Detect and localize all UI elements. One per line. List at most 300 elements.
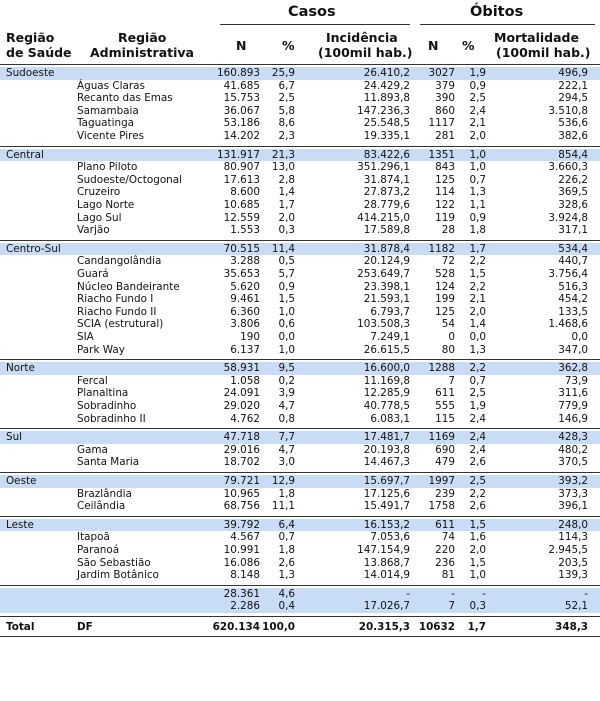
cell-opct: 1,5 [469,518,486,531]
regiao-saude-header-line2: de Saúde [6,45,72,60]
table-row [0,488,600,501]
cell-obitos: 690 [435,443,455,456]
cell-n: 131.917 [217,148,260,161]
cell-mort: 203,5 [558,556,588,569]
admin-region-name: Riacho Fundo II [77,305,157,318]
header-bottom-rule [0,64,600,65]
cell-obitos: 124 [435,280,455,293]
cell-inc: 20.315,3 [358,621,410,633]
cell-pct: 5,8 [278,104,295,117]
cell-n: 70.515 [223,242,260,255]
cell-opct: 1,7 [467,621,486,633]
cell-n: 3.288 [230,255,260,268]
cell-mort: 146,9 [558,412,588,425]
table-row [0,255,600,268]
cell-mort: 396,1 [558,500,588,513]
admin-region-name: Vicente Pires [77,130,145,142]
cell-opct: 1,9 [469,400,486,412]
cell-mort: 496,9 [558,67,588,79]
admin-region-name: Recanto das Emas [77,92,173,105]
cell-inc: 17.589,8 [363,224,410,237]
cell-opct: 2,4 [469,443,486,456]
cell-obitos: 1182 [428,242,455,255]
admin-region-name: Paranoá [77,544,120,556]
admin-region-name: Taguatinga [77,117,135,130]
table-row [0,212,600,225]
cell-inc: 7.053,6 [370,531,410,544]
cell-pct: 0,2 [278,374,295,387]
cell-inc: 147.154,9 [357,544,410,556]
table-row [0,92,600,105]
cell-inc: 26.410,2 [363,67,410,79]
cell-n: 79.721 [223,475,260,487]
cell-pct: 13,0 [271,161,295,174]
cell-obitos: 119 [435,211,455,224]
cell-opct: 1,0 [469,569,486,582]
cell-obitos: 81 [441,569,455,582]
cell-opct: 2,4 [469,104,486,117]
section-divider [0,472,600,473]
cell-obitos: 555 [435,400,455,412]
table-row [0,293,600,306]
cell-mort: 52,1 [564,600,588,613]
admin-region-name: Samambaia [77,104,139,117]
cell-n: 10.685 [223,199,260,211]
cell-pct: 2,0 [278,211,295,224]
cell-obitos: 611 [435,518,455,531]
pct2-header: % [462,38,475,53]
region-summary-row [0,431,600,444]
admin-region-name: Riacho Fundo I [77,293,154,306]
cell-n: 39.792 [223,518,260,531]
cell-inc: 13.868,7 [363,556,410,569]
cell-obitos: 220 [435,544,455,556]
cell-inc: 14.014,9 [363,569,410,582]
cell-opct: 1,8 [469,224,486,237]
cell-opct: 2,0 [469,130,486,142]
cell-obitos: 28 [441,224,455,237]
table-row [0,400,600,413]
cell-pct: 11,1 [271,500,295,513]
cell-inc: 14.467,3 [363,456,410,469]
cell-mort: 393,2 [558,475,588,487]
table-row [0,80,600,93]
cell-opct: 1,5 [469,556,486,569]
admin-region-name: Sobradinho [77,400,137,412]
cell-obitos: 125 [435,173,455,186]
cell-n: 1.058 [230,374,260,387]
cell-opct: 2,2 [469,487,486,500]
cell-pct: 1,3 [278,569,295,582]
incidencia-header-line1: Incidência [326,30,398,45]
cell-inc: 27.873,2 [363,186,410,199]
cell-mort: 248,0 [558,518,588,531]
cell-pct: 11,4 [271,242,295,255]
admin-region-name: Planaltina [77,387,129,400]
cell-opct: 1,0 [469,161,486,174]
admin-region-name: Lago Sul [77,211,122,224]
section-divider [0,516,600,517]
cell-mort: 317,1 [558,224,588,237]
cell-n: 58.931 [223,362,260,375]
cell-obitos: 115 [435,412,455,425]
cell-opct: 2,6 [469,456,486,469]
cell-pct: 0,0 [278,331,295,343]
cell-opct: 0,0 [469,331,486,343]
casos-underline [220,24,410,25]
admin-region-name: Fercal [77,374,108,387]
cell-obitos: 74 [441,531,455,544]
cell-n: 12.559 [223,211,260,224]
cell-pct: 9,5 [278,362,295,375]
cell-obitos: 1117 [428,117,455,130]
table-row [0,306,600,319]
cell-obitos: 239 [435,487,455,500]
admin-region-name: DF [77,621,93,633]
cell-mort: 2.945,5 [548,544,588,556]
cell-n: 620.134 [212,621,260,633]
cell-n: 6.137 [230,343,260,356]
cell-obitos: 528 [435,268,455,280]
cell-n: 2.286 [230,600,260,613]
cell-pct: 1,0 [278,343,295,356]
table-row [0,199,600,212]
cell-n: 29.020 [223,400,260,412]
cell-opct: 2,2 [469,280,486,293]
total-row [0,618,600,636]
cell-mort: 480,2 [558,443,588,456]
cell-obitos: 72 [441,255,455,268]
table-row [0,500,600,513]
pct-header: % [282,38,295,53]
cell-opct: 2,5 [469,92,486,105]
cell-pct: 4,7 [278,400,295,412]
cell-inc: 15.697,7 [363,475,410,487]
region-name: Centro-Sul [6,242,61,255]
region-summary-row [0,600,600,613]
section-divider [0,428,600,429]
region-name: Oeste [6,475,37,487]
cell-n: 3.806 [230,318,260,331]
cell-pct: 1,0 [278,305,295,318]
cell-inc: 17.026,7 [363,600,410,613]
cell-inc: 351.296,1 [357,161,410,174]
cell-pct: 100,0 [262,621,295,633]
cell-opct: 1,6 [469,531,486,544]
cell-n: 41.685 [223,79,260,92]
cell-pct: 25,9 [271,67,295,79]
admin-region-name: São Sebastião [77,556,151,569]
admin-region-name: Itapoã [77,531,110,544]
cell-opct: 2,5 [469,387,486,400]
cell-mort: 348,3 [555,621,588,633]
cell-mort: 3.660,3 [548,161,588,174]
cell-inc: 25.548,5 [363,117,410,130]
cell-inc: 20.193,8 [363,443,410,456]
cell-pct: 0,3 [278,224,295,237]
cell-mort: 382,6 [558,130,588,142]
cell-pct: 0,9 [278,280,295,293]
cell-obitos: 860 [435,104,455,117]
table-row [0,531,600,544]
cell-inc: 16.600,0 [363,362,410,375]
cell-mort: 440,7 [558,255,588,268]
cell-pct: 2,3 [278,130,295,142]
cell-mort: 73,9 [564,374,588,387]
cell-inc: 253.649,7 [357,268,410,280]
cell-inc: 83.422,6 [363,148,410,161]
cell-obitos: 125 [435,305,455,318]
cell-inc: 11.893,8 [363,92,410,105]
cell-obitos: 236 [435,556,455,569]
cell-opct: 1,1 [469,199,486,211]
admin-region-name: Varjão [77,224,110,237]
cell-opct: 1,3 [469,186,486,199]
cell-inc: 103.508,3 [357,318,410,331]
table-row [0,281,600,294]
cell-mort: 534,4 [558,242,588,255]
cell-mort: 1.468,6 [548,318,588,331]
cell-n: 160.893 [217,67,260,79]
region-summary-row [0,67,600,80]
cell-mort: 428,3 [558,431,588,444]
cell-opct: 2,4 [469,431,486,444]
cell-pct: 4,7 [278,443,295,456]
cell-pct: 1,5 [278,293,295,306]
cell-n: 10.965 [223,487,260,500]
cell-opct: 2,2 [469,255,486,268]
region-name: Total [6,621,35,633]
table-row [0,174,600,187]
cell-inc: 17.125,6 [363,487,410,500]
cell-obitos: - [451,587,455,600]
cell-inc: 40.778,5 [363,400,410,412]
cell-n: 68.756 [223,500,260,513]
cell-inc: 16.153,2 [363,518,410,531]
cell-pct: 6,4 [278,518,295,531]
admin-region-name: Núcleo Bandeirante [77,280,180,293]
n2-header: N [428,38,439,53]
cell-n: 24.091 [223,387,260,400]
section-divider [0,585,600,586]
cell-mort: 3.510,8 [548,104,588,117]
region-name: Central [6,148,44,161]
cell-n: 35.653 [223,268,260,280]
cell-mort: 854,4 [558,148,588,161]
cell-opct: 2,1 [469,293,486,306]
cell-opct: 1,9 [469,67,486,79]
cell-pct: 21,3 [271,148,295,161]
incidencia-header-line2: (100mil hab.) [318,45,413,60]
cell-obitos: 1169 [428,431,455,444]
cell-n: 16.086 [223,556,260,569]
region-summary-row [0,362,600,375]
cell-mort: - [584,587,588,600]
cell-n: 8.148 [230,569,260,582]
cell-inc: 147.236,3 [357,104,410,117]
section-divider [0,146,600,147]
region-summary-row [0,475,600,488]
cell-opct: 2,4 [469,412,486,425]
cell-opct: 1,4 [469,318,486,331]
table-row [0,544,600,557]
cell-inc: 20.124,9 [363,255,410,268]
cell-inc: 31.878,4 [363,242,410,255]
cell-obitos: 1288 [428,362,455,375]
cell-inc: 6.793,7 [370,305,410,318]
cell-obitos: 281 [435,130,455,142]
cell-inc: 414.215,0 [357,211,410,224]
cell-n: 14.202 [223,130,260,142]
section-divider [0,359,600,360]
admin-region-name: Park Way [77,343,125,356]
cell-obitos: 80 [441,343,455,356]
cell-pct: 0,5 [278,255,295,268]
admin-region-name: Lago Norte [77,199,135,211]
cell-opct: 1,0 [469,148,486,161]
table-row [0,117,600,130]
cell-pct: 1,4 [278,186,295,199]
cell-inc: 23.398,1 [363,280,410,293]
admin-region-name: Sudoeste/Octogonal [77,173,183,186]
cell-obitos: 390 [435,92,455,105]
casos-header: Casos [288,4,336,20]
cell-mort: 114,3 [558,531,588,544]
admin-region-name: SIA [77,331,94,343]
table-row [0,161,600,174]
cell-pct: 3,0 [278,456,295,469]
cell-n: 10.991 [223,544,260,556]
cell-inc: 28.779,6 [363,199,410,211]
cell-obitos: 54 [441,318,455,331]
cell-opct: 0,7 [469,374,486,387]
admin-region-name: Candangolândia [77,255,162,268]
cell-pct: 1,8 [278,544,295,556]
cell-opct: 1,5 [469,268,486,280]
section-divider [0,636,600,637]
cell-pct: 2,6 [278,556,295,569]
cell-obitos: 0 [448,331,455,343]
regiao-admin-header-line2: Administrativa [90,45,194,60]
cell-inc: 7.249,1 [370,331,410,343]
table-row [0,387,600,400]
regiao-admin-header-line1: Região [118,30,167,45]
mortalidade-header-line2: (100mil hab.) [496,45,591,60]
table-row [0,444,600,457]
cell-mort: 328,6 [558,199,588,211]
cell-inc: 21.593,1 [363,293,410,306]
cell-n: 8.600 [230,186,260,199]
cell-opct: 1,3 [469,343,486,356]
table-row [0,318,600,331]
cell-n: 47.718 [223,431,260,444]
cell-mort: 139,3 [558,569,588,582]
region-name: Sul [6,431,23,444]
region-summary-row [0,588,600,601]
cell-opct: 2,0 [469,305,486,318]
cell-opct: 0,9 [469,79,486,92]
table-row [0,331,600,344]
cell-mort: 133,5 [558,305,588,318]
admin-region-name: Cruzeiro [77,186,121,199]
cell-obitos: 7 [448,374,455,387]
section-divider [0,616,600,617]
table-row [0,105,600,118]
cell-mort: 454,2 [558,293,588,306]
cell-inc: 11.169,8 [363,374,410,387]
cell-inc: 31.874,1 [363,173,410,186]
cell-mort: 347,0 [558,343,588,356]
cell-obitos: 379 [435,79,455,92]
cell-mort: 226,2 [558,173,588,186]
cell-opct: - [482,587,486,600]
cell-n: 1.553 [230,224,260,237]
cell-inc: 24.429,2 [363,79,410,92]
cell-mort: 294,5 [558,92,588,105]
table-row [0,130,600,143]
admin-region-name: Águas Claras [77,79,145,92]
cell-pct: 5,7 [278,268,295,280]
cell-opct: 2,0 [469,544,486,556]
cell-mort: 222,1 [558,79,588,92]
table-row [0,186,600,199]
region-name: Sudoeste [6,67,55,79]
cell-mort: 370,5 [558,456,588,469]
cell-pct: 4,6 [278,587,295,600]
cell-obitos: 1351 [428,148,455,161]
cell-inc: 6.083,1 [370,412,410,425]
cell-pct: 3,9 [278,387,295,400]
cell-obitos: 1758 [428,500,455,513]
cell-opct: 2,2 [469,362,486,375]
cell-n: 53.186 [223,117,260,130]
region-summary-row [0,243,600,256]
region-summary-row [0,149,600,162]
cell-pct: 1,8 [278,487,295,500]
cell-mort: 3.756,4 [548,268,588,280]
cell-opct: 0,3 [469,600,486,613]
cell-mort: 369,5 [558,186,588,199]
cell-mort: 536,6 [558,117,588,130]
admin-region-name: Jardim Botânico [77,569,159,582]
cell-obitos: 1997 [428,475,455,487]
admin-region-name: Gama [77,443,108,456]
cell-mort: 311,6 [558,387,588,400]
admin-region-name: SCIA (estrutural) [77,318,164,331]
cell-pct: 8,6 [278,117,295,130]
cell-obitos: 114 [435,186,455,199]
cell-inc: 19.335,1 [363,130,410,142]
table-row [0,224,600,237]
cell-pct: 0,4 [278,600,295,613]
cell-n: 4.762 [230,412,260,425]
cell-mort: 779,9 [558,400,588,412]
admin-region-name: Ceilândia [77,500,126,513]
cell-pct: 2,8 [278,173,295,186]
region-name: Leste [6,518,34,531]
cell-pct: 1,7 [278,199,295,211]
region-summary-row [0,519,600,532]
cell-n: 28.361 [223,587,260,600]
mortalidade-header-line1: Mortalidade [494,30,579,45]
cell-pct: 0,6 [278,318,295,331]
section-divider [0,240,600,241]
table-row [0,569,600,582]
admin-region-name: Sobradinho II [77,412,146,425]
cell-mort: 373,3 [558,487,588,500]
cell-opct: 1,7 [469,242,486,255]
table-row [0,375,600,388]
